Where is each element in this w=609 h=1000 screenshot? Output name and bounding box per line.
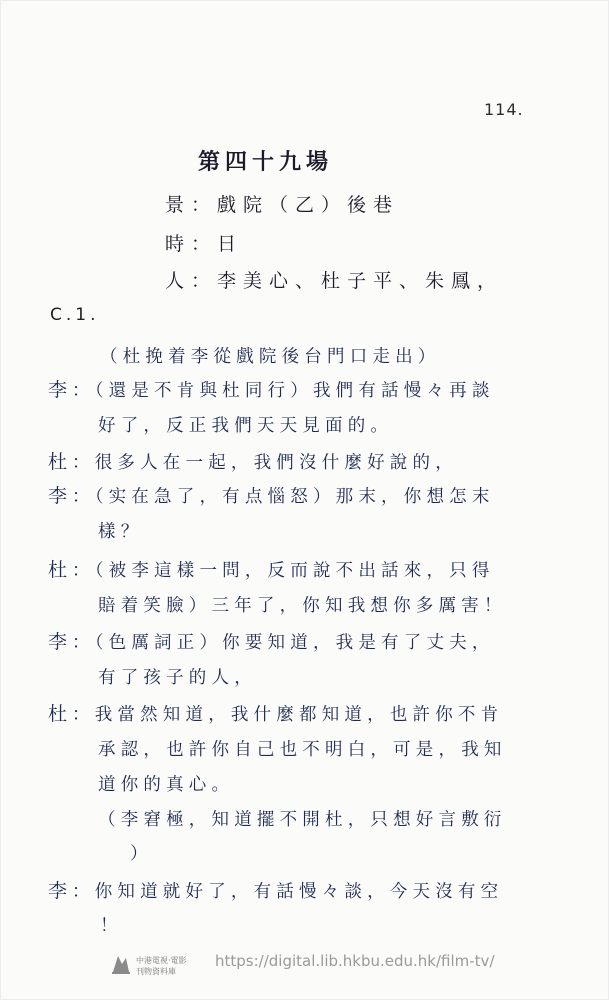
scene-time: 時：日 <box>165 233 244 255</box>
dialogue-line: ！ <box>100 916 123 936</box>
scene-characters: 人：李美心、杜子平、朱鳳， <box>165 270 504 292</box>
speaker-label: 李 <box>48 379 72 401</box>
archive-logo-line2: 刊物資料庫 <box>136 967 176 976</box>
archive-logo-line1: 中港電視·電影 <box>136 956 187 965</box>
speaker-label: 李 <box>48 880 72 902</box>
page-number: 114. <box>484 100 524 119</box>
speaker-label: 杜 <box>48 559 72 581</box>
watermark-url: https://digital.lib.hkbu.edu.hk/film-tv/ <box>215 952 495 970</box>
dialogue-line: ：（還是不肯與杜同行）我們有話慢々再談 <box>72 381 495 401</box>
speaker-label: 李 <box>48 631 72 653</box>
dialogue-line: ：（色厲詞正）你要知道，我是有了丈夫， <box>72 633 495 653</box>
archive-logo <box>110 948 206 980</box>
dialogue-line: 賠着笑臉）三年了，你知我想你多厲害！ <box>98 596 507 616</box>
speaker-label: 杜 <box>48 451 72 473</box>
stage-direction: （李窘極，知道擺不開杜，只想好言敷衍 <box>98 810 507 830</box>
dialogue-line: ：你知道就好了，有話慢々談，今天沒有空 <box>72 882 504 902</box>
speaker-label: 李 <box>48 485 72 507</box>
dialogue-line: 道你的真心。 <box>98 775 235 795</box>
cut-label: C.1. <box>50 305 100 325</box>
speaker-label: 杜 <box>48 703 72 725</box>
scene-location: 景：戲院（乙）後巷 <box>165 194 400 216</box>
dialogue-line: 好了，反正我們天天見面的。 <box>98 416 394 436</box>
dialogue-line: ：很多人在一起，我們沒什麼好說的， <box>72 453 458 473</box>
stage-direction: ） <box>130 844 153 864</box>
dialogue-line: 樣？ <box>98 522 144 542</box>
dialogue-line: 有了孩子的人， <box>98 668 257 688</box>
stage-direction: （杜挽着李從戲院後台門口走出） <box>100 347 441 367</box>
dialogue-line: ：（被李這樣一問，反而說不出話來，只得 <box>72 561 495 581</box>
dialogue-line: 承認，也許你自己也不明白，可是，我知 <box>98 740 507 760</box>
dialogue-line: ：我當然知道，我什麼都知道，也許你不肯 <box>72 705 504 725</box>
scene-title: 第四十九場 <box>198 150 334 175</box>
archive-logo-icon <box>110 952 132 976</box>
dialogue-line: ：（实在急了，有点惱怒）那末，你想怎末 <box>72 487 495 507</box>
